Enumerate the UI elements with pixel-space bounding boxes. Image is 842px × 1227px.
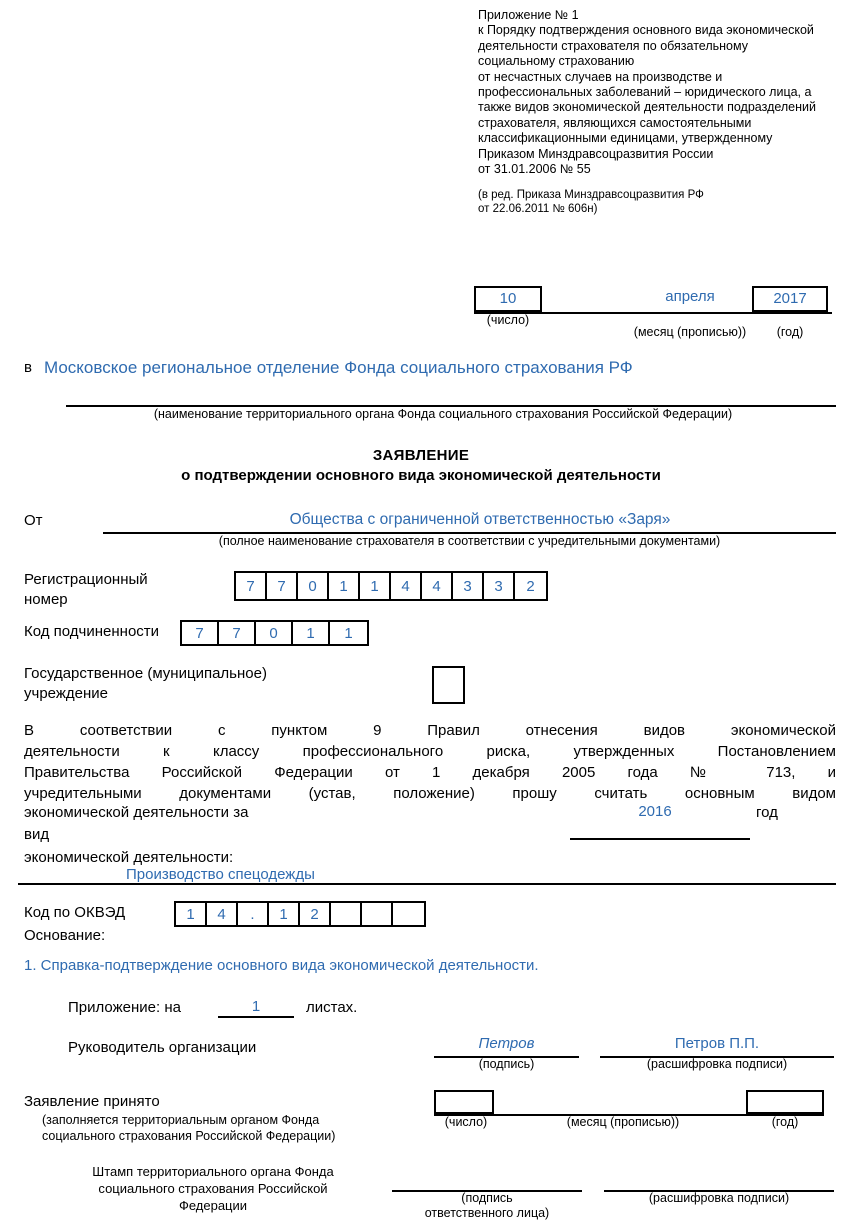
from-caption: (полное наименование страхователя в соответствии с учредительными документами): [218, 534, 721, 548]
state-institution-label: [24, 664, 424, 704]
body-line-7: экономической деятельности:: [24, 849, 234, 866]
okved-code-cell-4[interactable]: 1: [269, 903, 300, 925]
okved-code-cell-7[interactable]: [362, 903, 393, 925]
accepted-label: Заявление принято: [24, 1093, 160, 1110]
registration-label: [24, 570, 234, 610]
registration-number-cell-2[interactable]: 7: [267, 573, 298, 599]
appendix-paragraph-1: к Порядку подтверждения основного вида экономической деятельности страхователя по обязательному социальному страхованию: [478, 23, 814, 69]
basis-item-1: 1. Справка-подтверждение основного вида экономической деятельности.: [24, 957, 539, 974]
registration-number-cell-7[interactable]: 4: [422, 573, 453, 599]
registration-label-line-1: Регистрационный: [24, 571, 148, 588]
body-year-value[interactable]: 2016: [638, 803, 672, 820]
stamp-signature-caption-line-1: (подпись: [461, 1191, 513, 1205]
basis-label: Основание:: [24, 927, 106, 944]
registration-label-line-2: номер: [24, 591, 68, 608]
page-subtitle: о подтверждении основного вида экономической деятельности: [181, 467, 661, 484]
body-activity-blank-underline: [570, 838, 750, 840]
okved-code-cell-3[interactable]: .: [238, 903, 269, 925]
body-year-suffix: год: [756, 804, 778, 821]
appendix-paragraph-3: от 31.01.2006 № 55: [478, 162, 591, 177]
addressee-prefix: в: [24, 359, 32, 376]
edition-note-line-2: от 22.06.2011 № 606н): [478, 203, 598, 216]
accepted-day-caption: (число): [444, 1115, 488, 1129]
accepted-note: [42, 1112, 442, 1144]
registration-number-cell-4[interactable]: 1: [329, 573, 360, 599]
registration-number-cell-3[interactable]: 0: [298, 573, 329, 599]
addressee-caption: (наименование территориального органа Фонда социального страхования Российской Федерации): [153, 407, 733, 421]
registration-number-cell-5[interactable]: 1: [360, 573, 391, 599]
registration-number-cell-10[interactable]: 2: [526, 577, 535, 595]
body-line-4: учредительными документами (устав, положение) прошу считать основным видом: [24, 785, 836, 802]
stamp-signature-caption-line-2: ответственного лица): [424, 1206, 550, 1220]
signature-name-value[interactable]: Петров П.П.: [674, 1035, 760, 1052]
okved-code-cell-1[interactable]: 1: [176, 903, 207, 925]
subordination-code-cell-4[interactable]: 1: [293, 622, 330, 644]
body-paragraph: [24, 720, 836, 804]
okved-code-cell-6[interactable]: [331, 903, 362, 925]
date-year-caption: (год): [776, 325, 804, 339]
header-spacer: [478, 177, 828, 188]
subordination-code-cell-5[interactable]: 1: [344, 624, 353, 642]
okved-code-cell-5[interactable]: 2: [300, 903, 331, 925]
signature-value[interactable]: Петров: [478, 1035, 535, 1052]
registration-number-cell-9[interactable]: 3: [484, 573, 515, 599]
okved-code-grid[interactable]: [174, 901, 426, 927]
okved-code-cell-8[interactable]: [393, 903, 424, 925]
body-line-2: деятельности к классу профессионального риска, утвержденных Постановлением: [24, 743, 836, 760]
body-line-6: вид: [24, 826, 50, 843]
state-institution-label-line-1: Государственное (муниципальное): [24, 665, 267, 682]
date-year-box[interactable]: 2017: [752, 286, 828, 312]
edition-note-line-1: (в ред. Приказа Минздравсоцразвития РФ: [478, 189, 704, 202]
subordination-code-cell-1[interactable]: 7: [182, 622, 219, 644]
registration-number-cell-1[interactable]: 7: [236, 573, 267, 599]
subordination-code-grid[interactable]: [180, 620, 369, 646]
date-month-value[interactable]: апреля: [665, 288, 715, 305]
signature-name-caption: (расшифровка подписи): [646, 1057, 788, 1071]
accepted-note-line-1: (заполняется территориальным органом Фонда: [42, 1113, 320, 1127]
attachment-suffix: листах.: [306, 999, 358, 1016]
date-day-caption: (число): [486, 313, 530, 327]
stamp-name-caption: (расшифровка подписи): [648, 1191, 790, 1205]
body-line-3: Правительства Российской Федерации от 1 декабря 2005 года № 713, и: [24, 764, 836, 781]
from-value[interactable]: Общества с ограниченной ответственностью «Заря»: [289, 511, 671, 528]
appendix-number: Приложение № 1: [478, 8, 579, 22]
date-month-caption: (месяц (прописью)): [633, 325, 747, 339]
stamp-note-line-2: социального страхования Российской: [98, 1181, 328, 1196]
registration-number-cell-8[interactable]: 3: [453, 573, 484, 599]
activity-underline: [18, 883, 836, 885]
signature-role-label: Руководитель организации: [68, 1039, 257, 1056]
from-label: От: [24, 512, 43, 529]
subordination-code-cell-2[interactable]: 7: [219, 622, 256, 644]
okved-label: Код по ОКВЭД: [24, 904, 126, 921]
accepted-note-line-2: социального страхования Российской Федерации): [42, 1129, 336, 1143]
state-institution-checkbox[interactable]: [432, 666, 465, 704]
appendix-reference-block: [478, 8, 828, 216]
appendix-paragraph-2: от несчастных случаев на производстве и профессиональных заболеваний – юридического лица, а также видов экономической деятельности подразделений страхователя, являющихся самостоятельными классификационными единицами, утвержденному Приказом Минздравсоцразвития России: [478, 69, 817, 161]
stamp-note: [48, 1163, 378, 1214]
state-institution-label-line-2: учреждение: [24, 685, 108, 702]
body-year-prefix: экономической деятельности за: [24, 804, 249, 821]
page-title: ЗАЯВЛЕНИЕ: [372, 447, 470, 464]
accepted-year-caption: (год): [771, 1115, 799, 1129]
stamp-note-line-1: Штамп территориального органа Фонда: [92, 1164, 334, 1179]
attachment-prefix: Приложение: на: [68, 999, 181, 1016]
addressee-organ-name[interactable]: Московское региональное отделение Фонда социального страхования РФ: [44, 358, 633, 377]
registration-number-grid[interactable]: [234, 571, 548, 601]
accepted-day-box[interactable]: [434, 1090, 494, 1114]
subordination-label: Код подчиненности: [24, 623, 160, 640]
stamp-signature-caption: [392, 1191, 582, 1221]
body-line-1: В соответствии с пунктом 9 Правил отнесения видов экономической: [24, 722, 836, 739]
activity-value[interactable]: Производство спецодежды: [126, 866, 315, 883]
accepted-month-caption: (месяц (прописью)): [566, 1115, 680, 1129]
accepted-year-box[interactable]: [746, 1090, 824, 1114]
attachment-underline: [218, 1016, 294, 1018]
signature-caption: (подпись): [478, 1057, 535, 1071]
attachment-value[interactable]: 1: [251, 998, 261, 1015]
okved-code-cell-2[interactable]: 4: [207, 903, 238, 925]
stamp-note-line-3: Федерации: [178, 1198, 248, 1213]
subordination-code-cell-3[interactable]: 0: [256, 622, 293, 644]
registration-number-cell-6[interactable]: 4: [391, 573, 422, 599]
date-day-box[interactable]: 10: [474, 286, 542, 312]
